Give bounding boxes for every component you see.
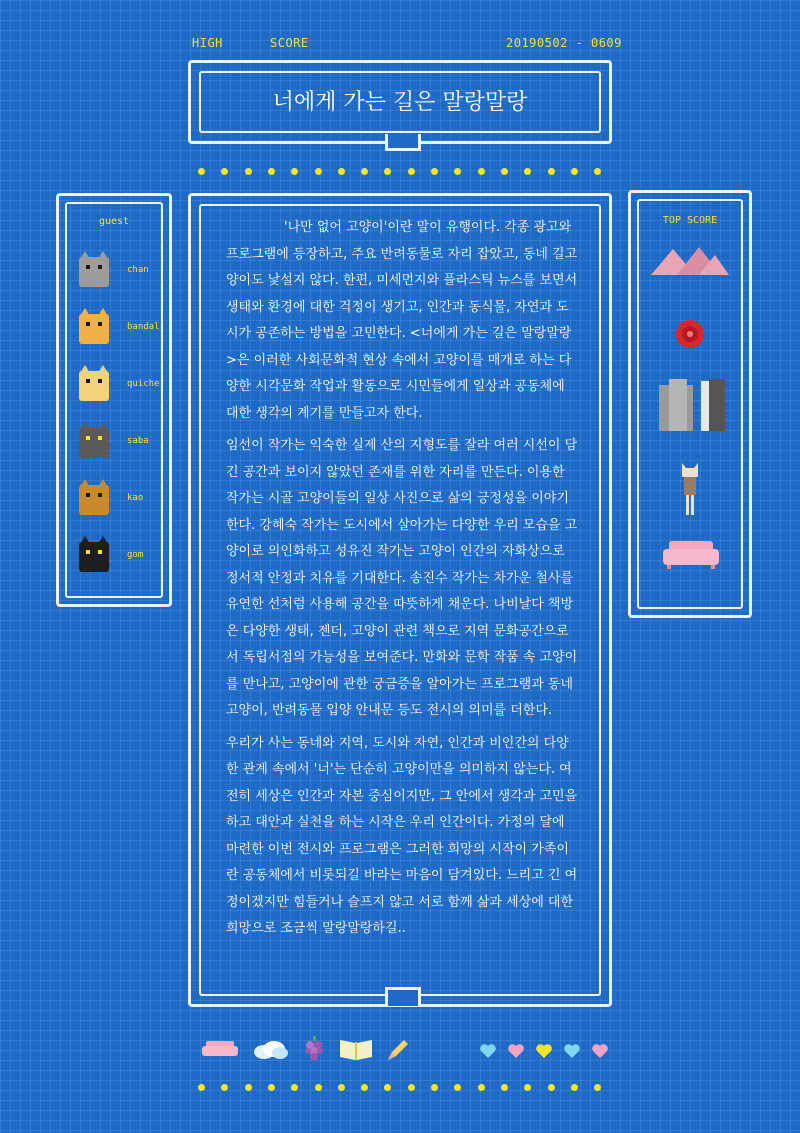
decorative-dot	[268, 1084, 275, 1091]
decorative-dot	[361, 1084, 368, 1091]
black-white-cat-icon	[79, 536, 109, 572]
open-book-icon	[340, 1038, 372, 1060]
heart-icon	[536, 1044, 552, 1058]
decorative-dot	[268, 168, 275, 175]
heart-icon	[564, 1044, 580, 1058]
calico-cat-icon	[79, 365, 109, 401]
guest-name: chan	[127, 265, 149, 275]
decorative-dot	[454, 168, 461, 175]
hud-score-label: SCORE	[270, 36, 309, 50]
cat-person-icon	[679, 463, 701, 519]
paragraph-intro: '나만 없어 고양이'이란 말이 유행이다. 각종 광고와 프로그램에 등장하고, 주요 반려동물로 자리 잡았고, 동네 길고양이도 낯설지 않다. 한편, 미세먼지와 플라스틱 뉴스를 보면서 생태와 환경에 대한 걱정이 생기고, 인간과 동식물, 자연과 도시가 공존하는 방법을 고민한다. <너에게 가는 길은 말랑말랑>은 이러한 사회문화적 현상 속에서 고양이를 매개로 하는 다양한 시각문화 작업과 활동으로 시민들에게 일상과 공동체에 대한 생각의 계기를 만들고자 한다.	[226, 220, 578, 421]
buildings-icon	[659, 379, 727, 431]
paragraph-artists: 임선이 작가는 익숙한 실제 산의 지형도를 잘라 여러 시선이 담긴 공간과 보이지 않았던 존재를 위한 자리를 만든다. 이용한 작가는 시골 고양이들의 일상 사진으로 삶의 긍정성을 이야기한다. 강혜숙 작가는 도시에서 살아가는 다양한 우리 모습을 고양이로 의인화하고 성유진 작가는 고양이 인간의 자화상으로 정서적 안정과 치유를 기대한다. 송진수 작가는 차가운 철사를 유연한 선처럼 사용해 공간을 따뜻하게 채운다. 나비날다 책방은 다양한 생태, 젠더, 고양이 관련 책으로 지역 문화공간으로서 독립서점의 가능성을 보여준다. 만화와 문학 작품 속 고양이를 만나고, 고양이에 관한 궁금증을 알아가는 프로그램과 동네 고양이, 반려동물 입양 안내문 등도 전시의 의미를 더한다.	[226, 438, 578, 718]
grapes-icon	[304, 1036, 324, 1062]
decorative-dot	[524, 168, 531, 175]
top-score-heading: TOP SCORE	[662, 215, 718, 226]
mountains-icon	[651, 245, 729, 275]
red-flower-icon	[675, 319, 705, 349]
decorative-dot	[478, 1084, 485, 1091]
title-frame	[188, 60, 612, 144]
heart-icon	[508, 1044, 524, 1058]
decorative-dot	[291, 1084, 298, 1091]
orange-cat-icon	[79, 308, 109, 344]
decorative-dot	[501, 168, 508, 175]
gray-cat-icon	[79, 251, 109, 287]
decorative-dot	[361, 168, 368, 175]
decorative-dot	[594, 168, 601, 175]
main-frame-notch	[385, 987, 421, 1006]
decorative-dot	[221, 168, 228, 175]
decorative-dot	[431, 168, 438, 175]
guest-name: saba	[127, 436, 149, 446]
top-score-panel	[628, 190, 752, 618]
decorative-dot	[245, 168, 252, 175]
pink-sofa-icon	[663, 541, 719, 569]
bottom-sofa-icon	[202, 1041, 238, 1059]
paragraph-closing: 우리가 사는 동네와 지역, 도시와 자연, 인간과 비인간의 다양한 관계 속에서 '너'는 단순히 고양이만을 의미하지 않는다. 여전히 세상은 인간과 자본 중심이지만, 그 안에서 생각과 고민을 하고 대안과 실천을 하는 시작은 우리 인간이다. 가정의 달에 마련한 이번 전시와 프로그램은 그러한 희망의 시작이 가족이란 공동체에서 비롯되길 바라는 마음이 담겨있다. 느리고 긴 여정이겠지만 힘들거나 슬프지 않고 서로 함께 삶과 세상에 대한 희망으로 조금씩 말랑말랑하길..	[226, 735, 578, 936]
decorative-dot	[338, 1084, 345, 1091]
heart-icon	[592, 1044, 608, 1058]
decorative-dot	[408, 1084, 415, 1091]
decorative-dot	[408, 168, 415, 175]
guest-name: bandal	[127, 322, 160, 332]
decorative-dot	[291, 168, 298, 175]
decorative-dot	[548, 1084, 555, 1091]
dark-tabby-cat-icon	[79, 422, 109, 458]
decorative-dot	[384, 1084, 391, 1091]
hud-high-label: HIGH	[192, 36, 223, 50]
page-title: 너에게 가는 길은 말랑말랑	[272, 90, 528, 115]
guest-panel	[56, 193, 172, 607]
decorative-dot	[431, 1084, 438, 1091]
decorative-dot	[198, 1084, 205, 1091]
hud-date-range: 20190502 - 0609	[506, 36, 622, 50]
decorative-dot	[454, 1084, 461, 1091]
decorative-dot	[384, 168, 391, 175]
decorative-dot	[478, 168, 485, 175]
pencil-icon	[386, 1038, 410, 1062]
guest-name: gom	[127, 550, 144, 560]
decorative-dot	[315, 1084, 322, 1091]
heart-icon	[480, 1044, 496, 1058]
decorative-dot	[548, 168, 555, 175]
decorative-dot	[594, 1084, 601, 1091]
decorative-dot	[198, 168, 205, 175]
guest-name: kao	[127, 493, 144, 503]
decorative-dot	[245, 1084, 252, 1091]
guest-heading: guest	[98, 216, 130, 227]
cloud-icon	[252, 1040, 288, 1060]
tortoiseshell-cat-icon	[79, 479, 109, 515]
decorative-dot	[221, 1084, 228, 1091]
decorative-dot	[571, 168, 578, 175]
decorative-dot	[571, 1084, 578, 1091]
decorative-dot	[315, 168, 322, 175]
guest-name: quiche	[127, 379, 160, 389]
decorative-dot	[338, 168, 345, 175]
exhibition-description	[226, 215, 578, 949]
title-frame-notch	[385, 134, 421, 151]
decorative-dot	[501, 1084, 508, 1091]
decorative-dot	[524, 1084, 531, 1091]
